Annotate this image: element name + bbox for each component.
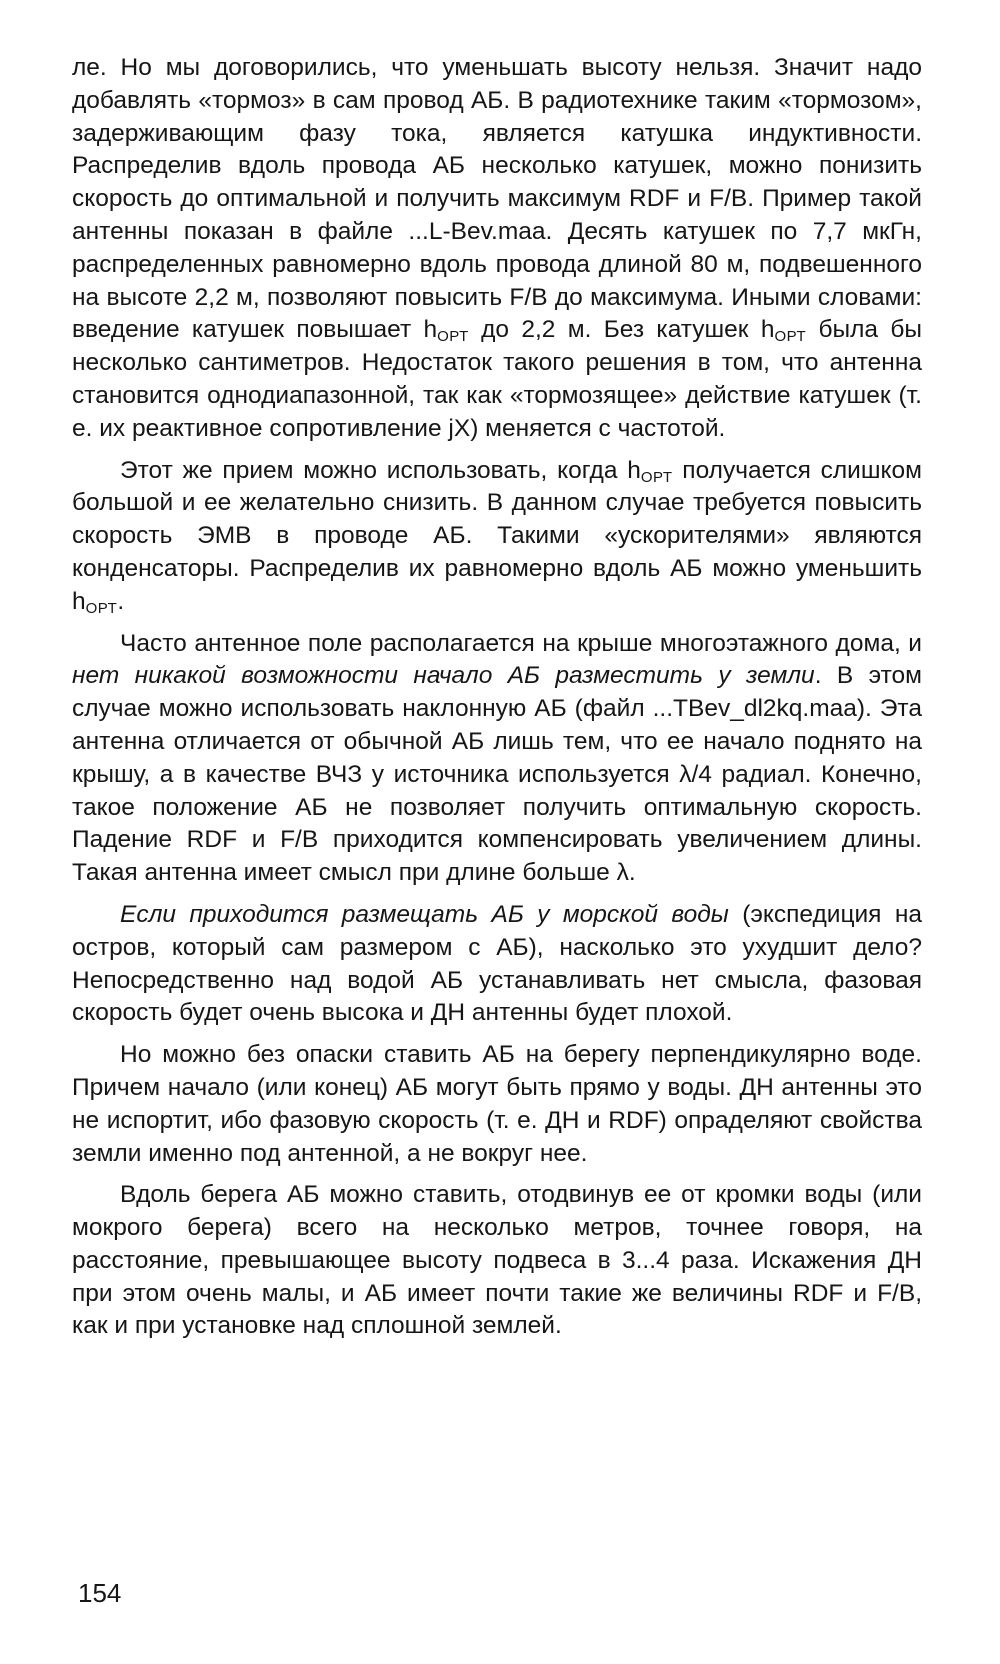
paragraph (72, 1179, 922, 1343)
paragraph (72, 455, 922, 619)
paragraph (72, 52, 922, 446)
page-body (72, 52, 922, 1343)
text-run: . (117, 587, 125, 615)
subscript-opt: ОРТ (640, 468, 673, 486)
page-number: 154 (78, 1578, 122, 1608)
text-run: до 2,2 м. Без катушек h (468, 316, 775, 344)
subscript-opt: ОРТ (85, 599, 118, 617)
text-run: получается слишком большой и ее желательно снизить. В данном случае требуется повысить скорость ЭМВ в проводе АБ. Такими «ускорителями» являются конденсаторы. Распределив их равномерно вдоль АБ можно уменьшить h (72, 456, 922, 615)
paragraph (72, 899, 922, 1030)
text-run: (экспедиция на остров, который сам размером с АБ), насколько это ухудшит дело? Непосредственно над водой АБ устанавливать нет смысла, фазовая скорость будет очень высока и ДН антенны будет плохой. (72, 900, 922, 1027)
italic-emphasis: Если приходится размещать АБ у морской воды (120, 900, 729, 928)
paragraph (72, 628, 922, 890)
text-run: Часто антенное поле располагается на крыше многоэтажного дома, и (120, 629, 922, 657)
italic-emphasis: нет никакой возможности начало АБ разместить у земли (72, 662, 815, 690)
text-run: . В этом случае можно использовать наклонную АБ (файл ...TBev_dl2kq.maa). Эта антенна отличается от обычной АБ лишь тем, что ее начало поднято на крышу, а в качестве ВЧЗ у источника используется λ/4 радиал. Конечно, такое положение АБ не позволяет получить оптимальную скорость. Падение RDF и F/B приходится компенсировать увеличением длины. Такая антенна имеет смысл при длине больше λ. (72, 662, 922, 887)
text-run: ле. Но мы договорились, что уменьшать высоту нельзя. Значит надо добавлять «тормоз» в сам провод АБ. В радиотехнике таким «тормозом», задерживающим фазу тока, является катушка индуктивности. Распределив вдоль провода АБ несколько катушек, можно понизить скорость до оптимальной и получить максимум RDF и F/B. Пример такой антенны показан в файле ...L-Bev.maa. Десять катушек по 7,7 мкГн, распределенных равномерно вдоль провода длиной 80 м, подвешенного на высоте 2,2 м, позволяют повысить F/B до максимума. Иными словами: введение катушек повышает h (72, 54, 922, 344)
paragraph (72, 1039, 922, 1170)
subscript-opt: ОРТ (774, 328, 807, 346)
text-run: Но можно без опаски ставить АБ на берегу перпендикулярно воде. Причем начало (или конец) АБ могут быть прямо у воды. ДН антенны это не испортит, ибо фазовую скорость (т. е. ДН и RDF) опраделяют свойства земли именно под антенной, а не вокруг нее. (72, 1041, 922, 1167)
text-run: Вдоль берега АБ можно ставить, отодвинув ее от кромки воды (или мокрого берега) всего на несколько метров, точнее говоря, на расстояние, превышающее высоту подвеса в 3...4 раза. Искажения ДН при этом очень малы, и АБ имеет почти такие же величины RDF и F/B, как и при установке над сплошной землей. (72, 1181, 922, 1340)
subscript-opt: ОРТ (437, 328, 469, 346)
text-run: Этот же прием можно использовать, когда h (120, 456, 641, 484)
text-run: была бы несколько сантиметров. Недостаток такого решения в том, что антенна становится однодиапазонной, так как «тормозящее» действие катушек (т. е. их реактивное сопротивление jX) меняется с частотой. (72, 316, 922, 442)
